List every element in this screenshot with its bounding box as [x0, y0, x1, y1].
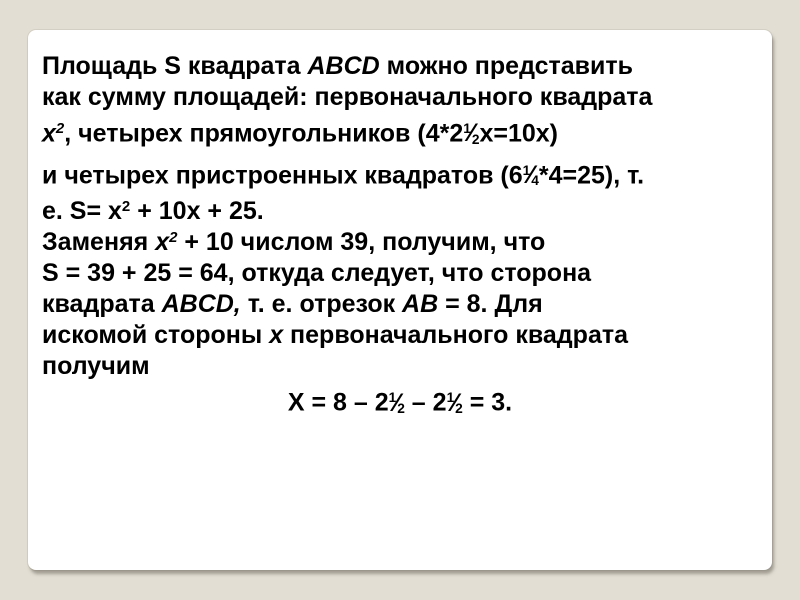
text-line — [42, 82, 758, 113]
text-line — [42, 382, 758, 424]
text-segment: квадрата — [42, 290, 162, 319]
text-segment: – 2 — [404, 388, 447, 417]
fraction-part: 2 — [455, 401, 463, 417]
fraction — [463, 119, 479, 147]
fraction-part: 2 — [397, 401, 405, 417]
fraction-part: 1 — [463, 121, 471, 136]
text-segment: 2 — [55, 120, 65, 137]
text-line — [42, 289, 758, 320]
fraction — [447, 389, 463, 417]
text-segment: и четырех пристроенных квадратов (6 — [42, 160, 523, 189]
text-segment: искомой стороны — [42, 321, 270, 350]
text-line — [42, 320, 758, 351]
text-segment: первоначального квадрата — [283, 321, 628, 350]
text-line — [42, 155, 758, 197]
text-segment: x — [269, 321, 284, 350]
text-line — [42, 196, 758, 227]
fraction — [389, 389, 405, 417]
text-segment: получим — [42, 352, 150, 381]
content-card — [28, 30, 772, 570]
text-line — [42, 258, 758, 289]
text-segment: X = 8 – 2 — [287, 388, 389, 417]
text-segment: Заменяя — [42, 228, 156, 257]
text-segment: + 10 числом 39, получим, что — [177, 228, 546, 257]
text-segment: S = 39 + 25 = 64, откуда следует, что сторона — [42, 259, 592, 288]
text-segment: Площадь S квадрата — [42, 52, 308, 80]
text-line — [42, 227, 758, 258]
text-segment: 2 — [121, 198, 131, 216]
text-line — [42, 51, 758, 82]
fraction-part: ⁄ — [452, 388, 457, 417]
text-segment: ABCD, — [161, 290, 241, 319]
text-segment: = 8. Для — [438, 290, 543, 319]
fraction-part: 1 — [388, 390, 397, 406]
text-segment: *4=25), т. — [538, 160, 645, 189]
fraction-part: ⁄ — [394, 388, 399, 417]
text-line — [42, 351, 758, 382]
text-segment: 2 — [169, 229, 178, 247]
text-segment: = 3. — [462, 388, 513, 417]
text-segment: т. е. отрезок — [240, 290, 403, 319]
text-segment: как сумму площадей: первоначального квадрата — [42, 83, 653, 111]
text-segment: x — [155, 228, 170, 257]
fraction — [523, 161, 539, 189]
text-segment: ABCD — [307, 52, 380, 80]
fraction-part: 2 — [471, 131, 480, 147]
text-line — [42, 113, 758, 155]
text-segment: , четырех прямоугольников (4*2 — [64, 119, 464, 148]
fraction-part: ⁄ — [469, 119, 474, 148]
problem-text — [42, 51, 758, 424]
text-segment: AB — [402, 290, 439, 319]
text-segment: е. S= x — [42, 197, 122, 226]
fraction-part: 1 — [446, 390, 455, 406]
fraction-part: 4 — [531, 173, 539, 189]
fraction-part: ⁄ — [528, 160, 533, 189]
text-segment: x — [42, 119, 56, 148]
text-segment: можно представить — [379, 52, 634, 80]
fraction-part: 1 — [522, 162, 531, 178]
text-segment: x=10x) — [479, 119, 559, 148]
text-segment: + 10x + 25. — [130, 197, 264, 226]
